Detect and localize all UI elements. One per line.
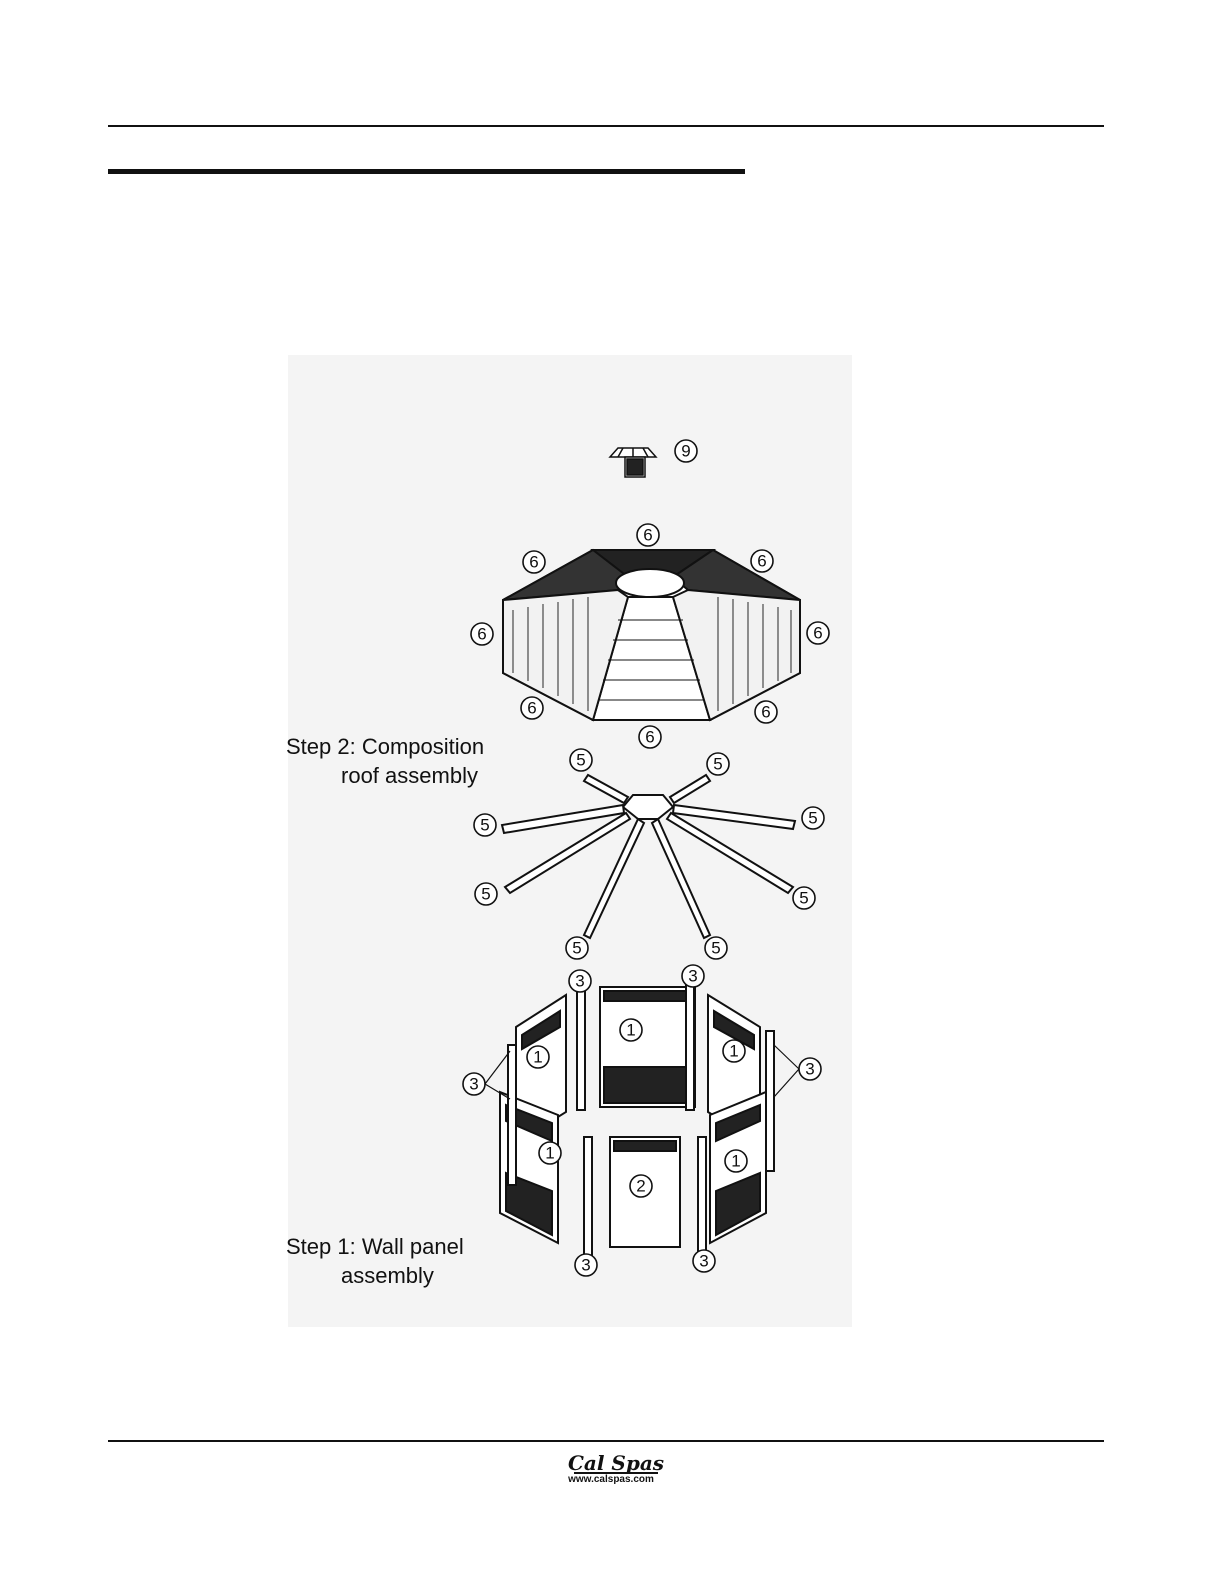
callout-2: 2 [636, 1176, 646, 1196]
callout-3: 3 [699, 1251, 709, 1271]
callout-5: 5 [572, 938, 582, 958]
calspas-logo-icon [566, 1452, 666, 1476]
callout-3: 3 [805, 1059, 815, 1079]
step2-label: Step 2: Composition roof assembly [286, 734, 485, 788]
svg-text:Cal Spas: Cal Spas [567, 1452, 665, 1475]
footer-rule [108, 1440, 1104, 1442]
callout-3: 3 [688, 966, 698, 986]
step1-label: Step 1: Wall panel assembly [286, 1234, 464, 1288]
callout-6: 6 [757, 551, 767, 571]
callout-6: 6 [761, 702, 771, 722]
callout-1: 1 [729, 1041, 739, 1061]
wall-panels [500, 975, 774, 1257]
header-rule [108, 125, 1104, 127]
callout-6: 6 [529, 552, 539, 572]
callout-5: 5 [480, 815, 490, 835]
callout-9: 9 [681, 441, 691, 461]
callout-6: 6 [813, 623, 823, 643]
rafter-assembly [502, 775, 795, 938]
roof-assembly [503, 550, 800, 720]
callout-6: 6 [643, 525, 653, 545]
callout-3: 3 [581, 1255, 591, 1275]
gazebo-assembly-figure [288, 355, 852, 1327]
callout-5: 5 [576, 750, 586, 770]
callout-5: 5 [481, 884, 491, 904]
cupola-part [610, 448, 656, 477]
callout-5: 5 [713, 754, 723, 774]
footer-url[interactable]: www.calspas.com [568, 1474, 654, 1485]
callout-1: 1 [731, 1151, 741, 1171]
section-rule [108, 169, 745, 174]
gazebo-exploded-diagram [288, 355, 852, 1327]
callout-1: 1 [533, 1047, 543, 1067]
callout-1: 1 [626, 1020, 636, 1040]
callout-5: 5 [799, 888, 809, 908]
callout-1: 1 [545, 1143, 555, 1163]
callout-6: 6 [477, 624, 487, 644]
callout-6: 6 [645, 727, 655, 747]
callout-3: 3 [469, 1074, 479, 1094]
callout-6: 6 [527, 698, 537, 718]
callout-5: 5 [711, 938, 721, 958]
callout-3: 3 [575, 971, 585, 991]
callout-5: 5 [808, 808, 818, 828]
